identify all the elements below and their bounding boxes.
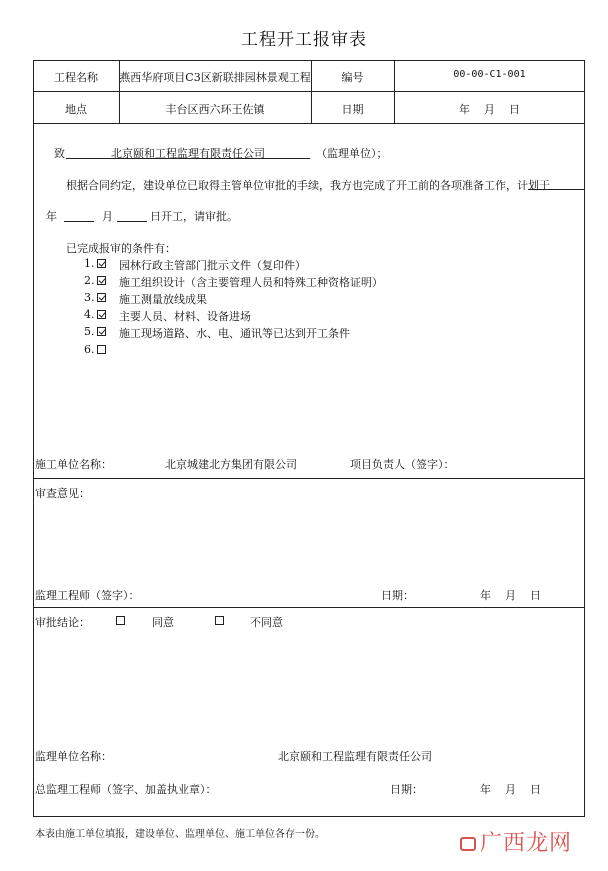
checkbox-checked-icon[interactable] [97, 259, 106, 268]
form-title: 工程开工报审表 [241, 30, 367, 50]
chief-engineer-label: 总监理工程师（签字、加盖执业章）： [35, 783, 217, 796]
supervisor-unit-value: 北京颐和工程监理有限责任公司 [278, 750, 432, 763]
date-value: 年 月 日 [459, 103, 520, 116]
supervisor-suffix: （监理单位）； [316, 147, 388, 160]
section-divider-review [33, 478, 585, 479]
plan-date-underline[interactable] [528, 189, 585, 190]
condition-num: 1. [84, 257, 95, 270]
condition-item [84, 257, 106, 270]
condition-num: 6. [84, 343, 95, 356]
agree-option[interactable] [116, 614, 125, 627]
supervisor-unit-label: 监理单位名称： [35, 750, 112, 763]
project-name-value: 燕西华府项目C3区新联排园林景观工程 [119, 71, 311, 84]
checkbox-checked-icon[interactable] [97, 293, 106, 302]
conditions-title: 已完成报审的条件有： [66, 242, 176, 255]
condition-text: 施工组织设计（含主要管理人员和特殊工种资格证明） [119, 276, 383, 289]
watermark-icon [460, 837, 476, 851]
row-divider-2 [33, 123, 585, 124]
month-char: 月 [102, 210, 113, 223]
approval-date-label: 日期： [390, 783, 423, 796]
condition-text: 施工现场道路、水、电、通讯等已达到开工条件 [119, 327, 350, 340]
condition-text: 园林行政主管部门批示文件（复印件） [119, 259, 306, 272]
review-date-label: 日期： [381, 589, 414, 602]
disagree-option[interactable] [215, 614, 224, 627]
section-divider-approval [33, 607, 585, 608]
condition-item [84, 291, 106, 304]
condition-num: 2. [84, 274, 95, 287]
condition-item [84, 325, 106, 338]
approval-date-value: 年 月 日 [480, 783, 541, 796]
disagree-label: 不同意 [250, 616, 283, 629]
condition-num: 5. [84, 325, 95, 338]
supervisor-company: 北京颐和工程监理有限责任公司 [111, 147, 265, 160]
number-label: 编号 [341, 71, 364, 84]
checkbox-checked-icon[interactable] [97, 310, 106, 319]
watermark-logo [460, 826, 572, 857]
location-value: 丰台区西六环王佐镇 [165, 103, 265, 116]
checkbox-checked-icon[interactable] [97, 276, 106, 285]
condition-text: 主要人员、材料、设备进场 [119, 310, 251, 323]
checkbox-empty-icon[interactable] [116, 616, 125, 625]
year-char: 年 [46, 210, 57, 223]
month-underline[interactable] [117, 221, 147, 222]
to-prefix: 致 [54, 147, 65, 160]
checkbox-empty-icon[interactable] [215, 616, 224, 625]
contractor-label: 施工单位名称： [35, 458, 112, 471]
condition-num: 4. [84, 308, 95, 321]
number-value: 00-00-C1-001 [453, 69, 526, 80]
review-date-value: 年 月 日 [480, 589, 541, 602]
watermark-text: 广西龙网 [479, 831, 572, 856]
application-body: 根据合同约定，建设单位已取得主管单位审批的手续，我方也完成了开工前的各项准备工作，计划于 [66, 179, 550, 192]
approval-conclusion-label: 审批结论： [35, 616, 90, 629]
day-suffix: 日开工，请审批。 [150, 210, 238, 223]
footer-note: 本表由施工单位填报，建设单位、监理单位、施工单位各存一份。 [35, 829, 325, 840]
form-frame [33, 60, 585, 817]
agree-label: 同意 [152, 616, 174, 629]
contractor-value: 北京城建北方集团有限公司 [165, 458, 297, 471]
condition-item [84, 274, 106, 287]
checkbox-checked-icon[interactable] [97, 327, 106, 336]
condition-item [84, 308, 106, 321]
condition-text: 施工测量放线成果 [119, 293, 207, 306]
project-name-label: 工程名称 [54, 71, 98, 84]
row-divider-1 [33, 91, 585, 92]
review-engineer-label: 监理工程师（签字）： [35, 589, 140, 602]
review-opinion-label: 审查意见： [35, 487, 90, 500]
location-label: 地点 [65, 103, 87, 116]
condition-num: 3. [84, 291, 95, 304]
project-manager-label: 项目负责人（签字）： [350, 458, 455, 471]
checkbox-empty-icon[interactable] [97, 345, 106, 354]
condition-item [84, 343, 106, 356]
year-underline[interactable] [64, 221, 94, 222]
date-label: 日期 [341, 103, 364, 116]
